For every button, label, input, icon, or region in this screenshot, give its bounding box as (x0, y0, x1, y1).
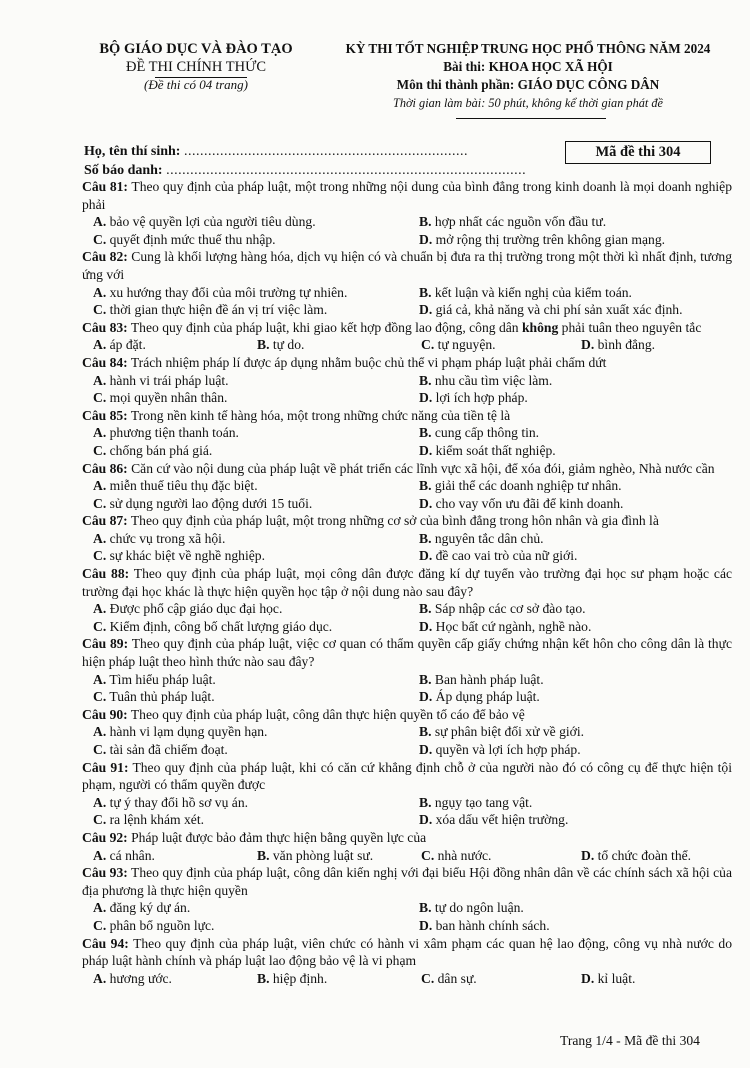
answer-letter: A. (93, 214, 107, 230)
answer-letter: C. (93, 812, 107, 828)
answer-option (421, 336, 581, 354)
answer-letter: B. (419, 900, 432, 916)
answer-options (82, 970, 732, 988)
answer-option (419, 811, 739, 829)
answer-option (93, 723, 419, 741)
answer-text: hợp nhất các nguồn vốn đầu tư. (434, 214, 607, 230)
answer-text: bảo vệ quyền lợi của người tiêu dùng. (109, 214, 316, 230)
answer-text: mọi quyền nhân thân. (109, 390, 228, 406)
candidate-id-label: Số báo danh: (84, 163, 163, 178)
answer-option (93, 389, 419, 407)
candidate-name-dots: ....................................................................... (183, 144, 468, 159)
answer-text: sự khác biệt về nghề nghiệp. (109, 548, 265, 564)
answer-text: chống bán phá giá. (109, 442, 213, 458)
question-item (82, 935, 732, 988)
answer-text: kỉ luật. (597, 970, 636, 986)
answer-letter: A. (93, 284, 107, 300)
answer-option (419, 477, 739, 495)
question-stem: Theo quy định của pháp luật, khi có căn cứ khẳng định chỗ ở của người nào đó có công cụ để thực hiện tội phạm, người có thẩm quyền được (82, 759, 732, 793)
answer-option (581, 847, 731, 865)
question-stem: Trong nền kinh tế hàng hóa, một trong những chức năng của tiền tệ là (130, 407, 511, 423)
answer-letter: C. (93, 548, 107, 564)
question-item (82, 565, 732, 635)
header-left-underline (155, 77, 247, 78)
answer-options (82, 530, 732, 565)
pages-note: (Đề thi có 04 trang) (144, 77, 248, 92)
answer-letter: D. (419, 390, 433, 406)
answer-option (93, 372, 419, 390)
answer-text: hành vi lạm dụng quyền hạn. (109, 724, 268, 740)
answer-options (82, 671, 732, 706)
answer-text: ban hành chính sách. (435, 917, 550, 933)
answer-options (82, 899, 732, 934)
question-item (82, 460, 732, 513)
answer-letter: C. (93, 618, 107, 634)
answer-option (421, 847, 581, 865)
answer-option (93, 547, 419, 565)
answer-letter: D. (419, 495, 433, 511)
exam-title: KỲ THI TỐT NGHIỆP TRUNG HỌC PHỔ THÔNG NĂM 2024 (345, 41, 711, 56)
answer-letter: C. (421, 337, 435, 353)
answer-option (93, 618, 419, 636)
answer-option (93, 442, 419, 460)
answer-text: ngụy tạo tang vật. (434, 794, 533, 810)
answer-option (93, 600, 419, 618)
answer-letter: A. (93, 970, 107, 986)
question-number: Câu 86: (82, 460, 128, 476)
page-footer: Trang 1/4 - Mã đề thi 304 (560, 1033, 700, 1048)
answer-option (419, 213, 739, 231)
question-text (82, 407, 732, 425)
exam-time: Thời gian làm bài: 50 phút, không kể thời gian phát đề (393, 96, 663, 110)
answer-letter: C. (93, 390, 107, 406)
question-item (82, 864, 732, 934)
question-stem: Theo quy định của pháp luật, công dân thực hiện quyền tố cáo để bảo vệ (130, 706, 525, 722)
ministry-name: BỘ GIÁO DỤC VÀ ĐÀO TẠO (99, 41, 293, 57)
answer-text: đăng ký dự án. (109, 900, 191, 916)
question-number: Câu 84: (82, 354, 128, 370)
answer-text: Học bất cứ ngành, nghề nào. (435, 618, 592, 634)
answer-options (82, 284, 732, 319)
question-text (82, 178, 732, 213)
header-right (326, 40, 730, 112)
answer-letter: D. (419, 689, 433, 705)
answer-text: áp đặt. (109, 337, 146, 353)
answer-letter: D. (581, 847, 595, 863)
answer-text: hiệp định. (272, 970, 328, 986)
answer-option (419, 530, 739, 548)
answer-text: giải thể các doanh nghiệp tư nhân. (434, 478, 622, 494)
question-text (82, 706, 732, 724)
answer-letter: A. (93, 900, 107, 916)
answer-option (419, 723, 739, 741)
answer-text: Được phổ cập giáo dục đại học. (109, 601, 283, 617)
answer-option (419, 389, 739, 407)
answer-text: văn phòng luật sư. (272, 847, 374, 863)
answer-option (93, 495, 419, 513)
answer-text: xu hướng thay đổi của môi trường tự nhiên. (109, 284, 348, 300)
answer-option (419, 284, 739, 302)
answer-text: phân bổ nguồn lực. (109, 917, 215, 933)
answer-letter: A. (93, 530, 107, 546)
answer-letter: A. (93, 847, 107, 863)
answer-text: lợi ích hợp pháp. (435, 390, 528, 406)
answer-letter: D. (581, 970, 595, 986)
answer-letter: C. (93, 302, 107, 318)
answer-text: tự ý thay đổi hồ sơ vụ án. (109, 794, 249, 810)
answer-text: chức vụ trong xã hội. (109, 530, 226, 546)
answer-text: hương ước. (109, 970, 172, 986)
question-stem: Cung là khối lượng hàng hóa, dịch vụ hiện có và chuẩn bị đưa ra thị trường trong một thời kì nhất định, tương ứng với (82, 249, 732, 282)
answer-option (419, 741, 739, 759)
answer-text: Kiểm định, công bố chất lượng giáo dục. (109, 618, 333, 634)
question-text (82, 460, 732, 478)
answer-letter: D. (419, 917, 433, 933)
question-item (82, 319, 732, 354)
answer-letter: A. (93, 425, 107, 441)
answer-letter: C. (93, 231, 107, 247)
question-number: Câu 89: (82, 636, 129, 652)
question-stem: Theo quy định của pháp luật, viên chức có hành vi xâm phạm các quan hệ lao động, công vụ nhà nước do pháp luật hành chính và pháp luật lao động bảo vệ là vi phạm (82, 935, 732, 969)
answer-options (82, 723, 732, 758)
answer-text: mở rộng thị trường trên không gian mạng. (435, 231, 666, 247)
question-number: Câu 87: (82, 513, 128, 529)
answer-option (93, 301, 419, 319)
question-text (82, 829, 732, 847)
question-number: Câu 85: (82, 407, 128, 423)
question-item (82, 829, 732, 864)
question-text (82, 512, 732, 530)
answer-text: quyết định mức thuế thu nhập. (109, 231, 276, 247)
question-number: Câu 90: (82, 706, 128, 722)
candidate-name-label: Họ, tên thí sinh: (84, 144, 181, 159)
answer-letter: C. (93, 442, 107, 458)
answer-options (82, 477, 732, 512)
answer-letter: D. (419, 442, 433, 458)
answer-option (257, 847, 421, 865)
question-text (82, 759, 732, 794)
answer-options (82, 372, 732, 407)
answer-text: sử dụng người lao động dưới 15 tuổi. (109, 495, 313, 511)
question-number: Câu 83: (82, 319, 128, 335)
question-item (82, 354, 732, 407)
answer-options (82, 600, 732, 635)
answer-text: kết luận và kiến nghị của kiểm toán. (434, 284, 632, 300)
question-text (82, 248, 732, 283)
answer-letter: A. (93, 724, 107, 740)
question-item (82, 512, 732, 565)
answer-letter: B. (419, 478, 432, 494)
question-number: Câu 81: (82, 179, 128, 194)
answer-text: tổ chức đoàn thể. (597, 847, 692, 863)
answer-text: cung cấp thông tin. (434, 425, 540, 441)
answer-option (93, 917, 419, 935)
answer-text: ra lệnh khám xét. (109, 812, 204, 828)
answer-option (419, 301, 739, 319)
answer-text: Tuân thủ pháp luật. (109, 689, 215, 705)
question-text (82, 935, 732, 970)
question-stem: Theo quy định của pháp luật, công dân kiến nghị với đại biểu Hội đồng nhân dân về các chính sách xã hội của địa phương là thực hiện quyền (82, 865, 732, 898)
question-number: Câu 93: (82, 865, 128, 881)
answer-options (82, 336, 732, 354)
answer-text: tự nguyện. (437, 337, 496, 353)
header-left (70, 40, 322, 94)
question-stem: Theo quy định của pháp luật, một trong những cơ sở của bình đẳng trong hôn nhân và gia đình là (130, 513, 659, 529)
answer-option (419, 688, 739, 706)
answer-option (581, 336, 731, 354)
answer-text: đề cao vai trò của nữ giới. (435, 548, 578, 564)
question-item (82, 706, 732, 759)
answer-letter: C. (93, 689, 107, 705)
answer-option (93, 847, 257, 865)
answer-option (419, 671, 739, 689)
question-number: Câu 82: (82, 249, 128, 265)
answer-option (93, 899, 419, 917)
answer-letter: A. (93, 478, 107, 494)
answer-letter: B. (419, 794, 432, 810)
answer-letter: B. (419, 724, 432, 740)
answer-text: tự do. (272, 337, 305, 353)
question-stem: Theo quy định của pháp luật, khi giao kết hợp đồng lao động, công dân (130, 319, 522, 335)
candidate-name-row (84, 142, 526, 161)
question-list (82, 178, 732, 987)
header-right-underline (456, 118, 606, 119)
answer-letter: B. (419, 530, 432, 546)
question-text (82, 319, 732, 337)
answer-text: sự phân biệt đối xử về giới. (434, 724, 585, 740)
answer-option (257, 336, 421, 354)
exam-code-box: Mã đề thi 304 (565, 141, 711, 164)
answer-text: miễn thuế tiêu thụ đặc biệt. (109, 478, 258, 494)
question-stem: Trách nhiệm pháp lí được áp dụng nhằm buộc chủ thể vi phạm pháp luật phải chấm dứt (130, 354, 607, 370)
answer-letter: D. (419, 231, 433, 247)
answer-letter: B. (419, 671, 432, 687)
answer-option (93, 688, 419, 706)
question-stem: Pháp luật được bảo đảm thực hiện bằng quyền lực của (131, 829, 427, 845)
answer-letter: B. (257, 970, 270, 986)
answer-option (421, 970, 581, 988)
official-label: ĐỀ THI CHÍNH THỨC (125, 59, 266, 75)
answer-option (419, 424, 739, 442)
answer-options (82, 847, 732, 865)
answer-text: kiểm soát thất nghiệp. (435, 442, 556, 458)
answer-option (419, 899, 739, 917)
answer-letter: A. (93, 671, 107, 687)
question-item (82, 759, 732, 829)
answer-option (419, 547, 739, 565)
answer-text: giá cả, khả năng và chi phí sản xuất xác định. (435, 302, 683, 318)
answer-letter: B. (419, 425, 432, 441)
answer-letter: B. (419, 214, 432, 230)
answer-text: Tìm hiểu pháp luật. (109, 671, 216, 687)
answer-letter: D. (419, 548, 433, 564)
answer-text: hành vi trái pháp luật. (109, 372, 229, 388)
answer-letter: B. (419, 284, 432, 300)
question-text (82, 635, 732, 670)
answer-options (82, 424, 732, 459)
answer-option (419, 442, 739, 460)
answer-option (93, 424, 419, 442)
answer-option (419, 794, 739, 812)
answer-option (93, 477, 419, 495)
answer-text: tài sản đã chiếm đoạt. (109, 742, 228, 757)
question-text (82, 354, 732, 372)
answer-text: dân sự. (437, 970, 477, 986)
question-stem: Theo quy định của pháp luật, việc cơ quan có thẩm quyền cấp giấy chứng nhận kết hôn cho công dân là thực hiện pháp luật theo hình thức nào sau đây? (82, 636, 732, 670)
candidate-id-dots: .......................................................................................... (166, 163, 527, 178)
question-text (82, 864, 732, 899)
question-stem-end: phải tuân theo nguyên tắc (558, 319, 702, 335)
answer-letter: B. (257, 337, 270, 353)
answer-letter: B. (257, 847, 270, 863)
question-stem: Theo quy định của pháp luật, mọi công dân được đăng kí dự tuyển vào trường đại học sư phạm hoặc các trường đại học khác là thực hiện quyền học tập ở nội dung nào sau đây? (82, 566, 733, 599)
answer-option (93, 970, 257, 988)
answer-text: tự do ngôn luận. (434, 900, 524, 916)
question-item (82, 178, 732, 248)
answer-letter: A. (93, 337, 107, 353)
answer-options (82, 794, 732, 829)
answer-option (93, 284, 419, 302)
question-number: Câu 94: (82, 935, 129, 951)
question-text (82, 565, 732, 600)
question-item (82, 635, 732, 705)
question-item (82, 407, 732, 460)
answer-text: thời gian thực hiện đề án vị trí việc làm. (109, 302, 328, 318)
answer-text: cá nhân. (109, 847, 155, 863)
answer-text: phương tiện thanh toán. (109, 425, 239, 441)
answer-option (93, 741, 419, 759)
answer-letter: C. (93, 917, 107, 933)
answer-text: xóa dấu vết hiện trường. (435, 812, 569, 828)
exam-component: Môn thi thành phần: GIÁO DỤC CÔNG DÂN (396, 77, 660, 92)
answer-option (419, 618, 739, 636)
answer-letter: A. (93, 601, 107, 617)
answer-option (93, 530, 419, 548)
answer-text: nhà nước. (437, 847, 492, 863)
answer-letter: B. (419, 372, 432, 388)
answer-option (93, 213, 419, 231)
answer-option (419, 600, 739, 618)
answer-text: Áp dụng pháp luật. (435, 689, 540, 705)
answer-text: bình đẳng. (597, 337, 656, 353)
question-stem: Căn cứ vào nội dung của pháp luật về phát triển các lĩnh vực xã hội, để xóa đói, giảm nghèo, Nhà nước cần (131, 460, 715, 476)
answer-text: Ban hành pháp luật. (434, 671, 544, 687)
answer-option (419, 495, 739, 513)
answer-letter: D. (581, 337, 595, 353)
answer-option (257, 970, 421, 988)
answer-option (93, 671, 419, 689)
answer-options (82, 213, 732, 248)
candidate-info (84, 142, 526, 180)
answer-option (419, 917, 739, 935)
answer-letter: D. (419, 618, 433, 634)
question-number: Câu 92: (82, 829, 128, 845)
answer-letter: C. (421, 970, 435, 986)
answer-text: quyền và lợi ích hợp pháp. (435, 742, 581, 757)
answer-letter: D. (419, 812, 433, 828)
answer-option (93, 811, 419, 829)
answer-option (581, 970, 731, 988)
question-number: Câu 91: (82, 759, 129, 775)
answer-letter: C. (421, 847, 435, 863)
question-number: Câu 88: (82, 566, 130, 582)
answer-text: Sáp nhập các cơ sở đào tạo. (434, 601, 586, 617)
question-stem-emphasis: không (522, 319, 559, 335)
answer-letter: B. (419, 601, 432, 617)
answer-option (93, 336, 257, 354)
answer-letter: A. (93, 794, 107, 810)
answer-letter: C. (93, 742, 107, 757)
answer-text: nhu cầu tìm việc làm. (434, 372, 553, 388)
answer-option (419, 372, 739, 390)
answer-option (419, 231, 739, 249)
answer-option (93, 231, 419, 249)
question-item (82, 248, 732, 318)
answer-letter: D. (419, 302, 433, 318)
answer-letter: C. (93, 495, 107, 511)
answer-text: nguyên tắc dân chủ. (434, 530, 544, 546)
exam-subject: Bài thi: KHOA HỌC XÃ HỘI (443, 59, 613, 74)
answer-option (93, 794, 419, 812)
answer-letter: D. (419, 742, 433, 757)
question-stem: Theo quy định của pháp luật, một trong những nội dung của bình đẳng trong kinh doanh là mọi doanh nghiệp phải (82, 179, 733, 212)
answer-letter: A. (93, 372, 107, 388)
answer-text: cho vay vốn ưu đãi để kinh doanh. (435, 495, 624, 511)
